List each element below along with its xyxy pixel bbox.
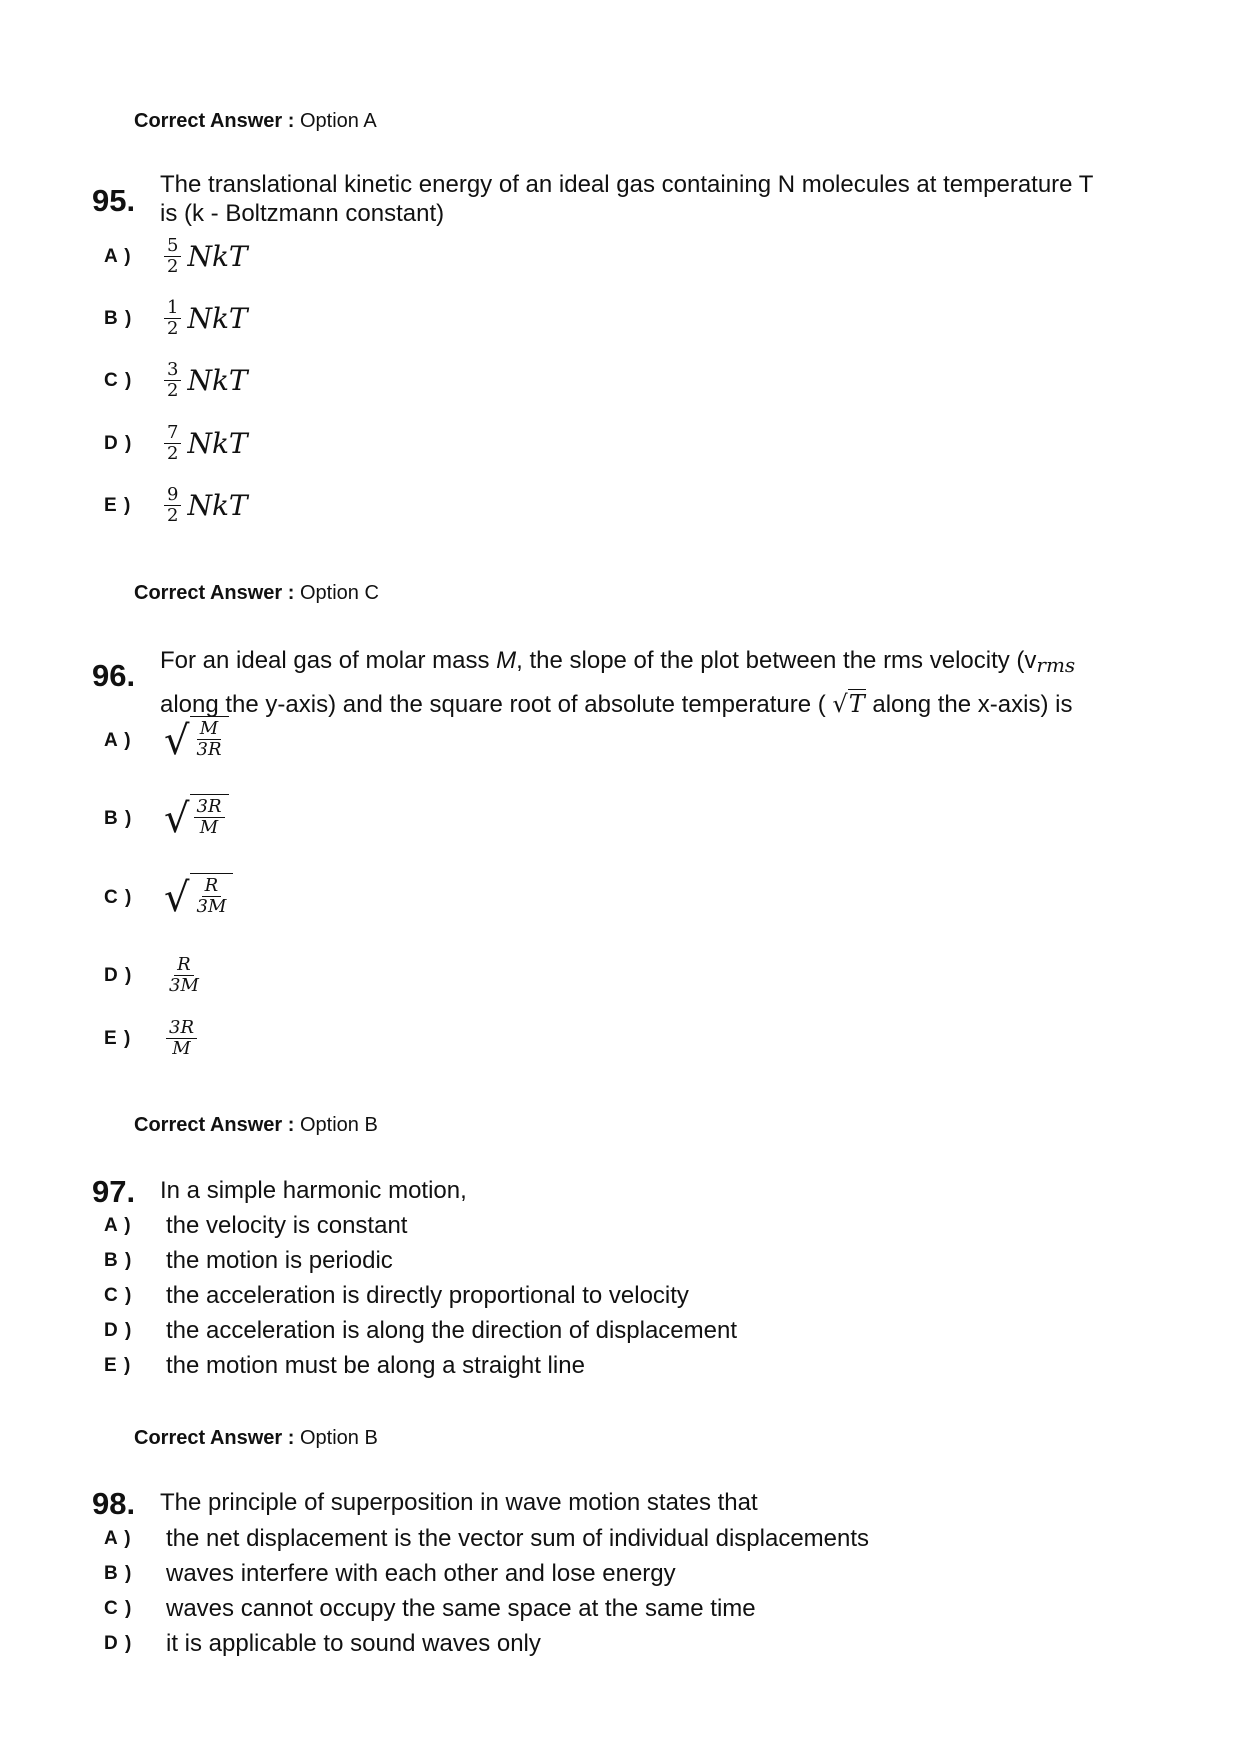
q97-option-c[interactable] [104,1282,689,1310]
option-label: B ) [104,1250,133,1271]
fraction [164,423,181,464]
option-label: C ) [104,887,133,908]
option-text: the net displacement is the vector sum of individual displacements [166,1525,870,1552]
correct-answer-96 [134,1114,378,1137]
radical-sign: √ [164,796,190,842]
option-text: the motion must be along a straight line [166,1352,585,1379]
numerator: 5 [164,236,181,257]
option-label: D ) [104,432,133,454]
fraction [166,1018,197,1059]
denominator: M [199,817,219,838]
option-label: A ) [104,1215,132,1236]
denominator: M [172,1038,191,1059]
fraction [194,719,225,766]
fraction [164,236,181,277]
fraction [194,797,225,844]
radical-sign: √ [832,690,848,718]
numerator: 3R [194,797,225,818]
option-label: E ) [104,1355,132,1376]
option-text: the acceleration is along the direction of displacement [166,1317,738,1344]
correct-answer-label: Correct Answer : [134,110,295,132]
fraction [194,876,230,923]
option-label: B ) [104,1563,133,1584]
correct-answer-95 [134,582,379,605]
option-label: E ) [104,494,132,516]
option-text: waves cannot occupy the same space at the same time [166,1595,756,1622]
numerator: 3 [164,360,181,381]
question-text-95-line1: The translational kinetic energy of an ideal gas containing N molecules at temperature T [160,171,1094,198]
option-label: B ) [104,808,133,829]
radical-sign: √ [164,875,190,921]
q98-option-b[interactable] [104,1560,676,1588]
fraction [166,955,202,996]
q98-option-a[interactable] [104,1525,869,1553]
q95-option-d[interactable] [104,423,248,464]
question-number-95: 95. [92,183,136,218]
numerator: 9 [164,485,181,506]
question-number-98: 98. [92,1486,136,1521]
correct-answer-label: Correct Answer : [134,1427,295,1449]
expression: NkT [187,427,248,460]
option-label: D ) [104,1320,133,1341]
text-fragment: For an ideal gas of molar mass [160,647,497,674]
denominator: 3M [169,975,199,996]
option-label: D ) [104,964,133,986]
numerator: 3R [166,1018,197,1039]
expression: NkT [187,489,248,522]
q95-option-e[interactable] [104,485,248,526]
option-text: the acceleration is directly proportional to velocity [166,1282,689,1309]
expression: NkT [187,302,248,335]
q97-option-e[interactable] [104,1352,585,1380]
question-text-98: The principle of superposition in wave motion states that [160,1489,758,1516]
question-number-97: 97. [92,1174,136,1209]
q98-option-c[interactable] [104,1595,756,1623]
q96-option-a[interactable] [104,716,229,766]
sqrt-t [832,689,865,718]
expression: NkT [187,240,248,273]
question-text-95 [160,170,1220,228]
correct-answer-value: Option B [299,1114,378,1136]
question-text-97: In a simple harmonic motion, [160,1177,467,1204]
question-number-96: 96. [92,658,136,693]
correct-answer-label: Correct Answer : [134,1114,295,1136]
option-label: A ) [104,245,132,267]
q95-option-a[interactable] [104,236,248,277]
text-fragment: along the x-axis) is [865,691,1073,718]
option-text: it is applicable to sound waves only [166,1630,541,1657]
option-label: D ) [104,1633,133,1654]
correct-answer-value: Option C [299,582,379,604]
sqrt [164,716,229,766]
numerator: 1 [164,298,181,319]
numerator: M [197,719,221,740]
q97-option-a[interactable] [104,1212,407,1240]
option-label: C ) [104,1598,133,1619]
question-text-96-line2 [160,685,1230,724]
option-label: E ) [104,1027,132,1049]
fraction [164,298,181,339]
q97-option-d[interactable] [104,1317,737,1345]
question-text-95-line2: is (k - Boltzmann constant) [160,200,445,227]
q95-option-c[interactable] [104,360,248,401]
symbol-m: M [496,647,517,674]
denominator: 2 [167,256,179,277]
fraction [164,360,181,401]
q97-option-b[interactable] [104,1247,393,1275]
text-fragment: , the slope of the plot between the rms velocity (v [516,647,1037,674]
option-text: the velocity is constant [166,1212,408,1239]
q95-option-b[interactable] [104,298,248,339]
text-fragment: along the y-axis) and the square root of absolute temperature ( [160,691,833,718]
sqrt [164,873,233,923]
question-text-96-line1 [160,641,1230,685]
fraction [164,485,181,526]
radical-sign: √ [164,718,190,764]
q96-option-b[interactable] [104,794,229,844]
correct-answer-prev [134,110,377,133]
option-label: C ) [104,369,133,391]
correct-answer-value: Option B [299,1427,378,1449]
denominator: 2 [167,443,179,464]
denominator: 2 [167,505,179,526]
option-text: the motion is periodic [166,1247,393,1274]
option-text: waves interfere with each other and lose energy [166,1560,676,1587]
correct-answer-97 [134,1427,378,1450]
correct-answer-value: Option A [299,110,377,132]
sqrt [164,794,229,844]
numerator: 7 [164,423,181,444]
q98-option-d[interactable] [104,1630,541,1658]
q96-option-d[interactable] [104,955,202,996]
option-label: C ) [104,1285,133,1306]
option-label: B ) [104,307,133,329]
numerator: R [202,876,222,897]
denominator: 3M [196,896,227,917]
correct-answer-label: Correct Answer : [134,582,295,604]
symbol-t: T [848,690,865,718]
denominator: 2 [167,318,179,339]
numerator: R [174,955,194,976]
expression: NkT [187,364,248,397]
option-label: A ) [104,1528,132,1549]
q96-option-e[interactable] [104,1018,197,1059]
denominator: 3R [196,739,222,760]
subscript-rms: rms [1036,653,1076,677]
question-text-96 [160,641,1230,724]
denominator: 2 [167,380,179,401]
q96-option-c[interactable] [104,873,233,923]
option-label: A ) [104,730,132,751]
